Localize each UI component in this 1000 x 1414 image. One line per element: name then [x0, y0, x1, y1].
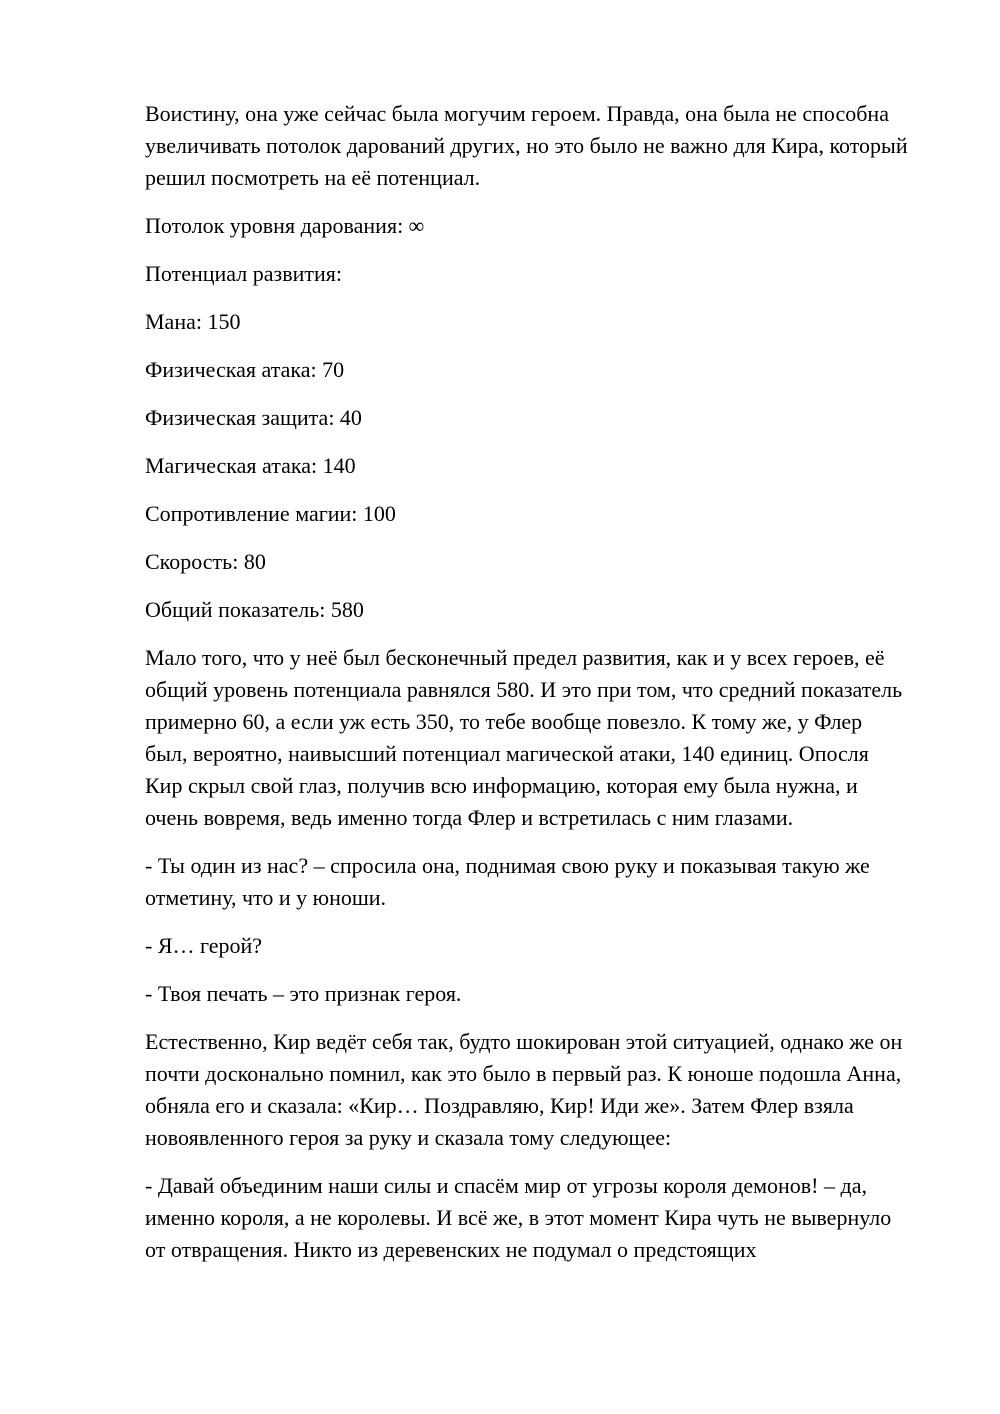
stat-mana: Мана: 150	[145, 309, 241, 334]
stat-physical-defense: Физическая защита: 40	[145, 405, 362, 430]
dialogue-one-of-us: - Ты один из нас? – спросила она, поднимая свою руку и показывая такую же отметину, что и у юноши.	[145, 853, 870, 910]
paragraph-analysis: Мало того, что у неё был бесконечный предел развития, как и у всех героев, её общий уровень потенциала равнялся 580. И это при том, что средний показатель примерно 60, а если уж есть 350, то тебе вообще повезло. К тому же, у Флер был, вероятно, наивысший потенциал магической атаки, 140 единиц. Опосля Кир скрыл свой глаз, получив всю информацию, которая ему была нужна, и очень вовремя, ведь именно тогда Флер и встретилась с ним глазами.	[145, 645, 903, 830]
stat-heading-potential: Потенциал развития:	[145, 261, 342, 286]
dialogue-join-forces: - Давай объединим наши силы и спасём мир от угрозы короля демонов! – да, именно короля, а не королевы. И всё же, в этот момент Кира чуть не вывернуло от отвращения. Никто из деревенских не подумал о предстоящих	[145, 1173, 892, 1262]
stat-total: Общий показатель: 580	[145, 597, 364, 622]
dialogue-am-i-hero: - Я… герой?	[145, 933, 263, 958]
stat-magic-resistance: Сопротивление магии: 100	[145, 501, 396, 526]
dialogue-seal-sign: - Твоя печать – это признак героя.	[145, 981, 462, 1006]
stat-speed: Скорость: 80	[145, 549, 266, 574]
paragraph-reaction: Естественно, Кир ведёт себя так, будто шокирован этой ситуацией, однако же он почти досконально помнил, как это было в первый раз. К юноше подошла Анна, обняла его и сказала: «Кир… Поздравляю, Кир! Иди же». Затем Флер взяла новоявленного героя за руку и сказала тому следующее:	[145, 1029, 903, 1150]
paragraph-intro: Воистину, она уже сейчас была могучим героем. Правда, она была не способна увеличивать потолок дарований других, но это было не важно для Кира, который решил посмотреть на её потенциал.	[145, 101, 908, 190]
stat-magic-attack: Магическая атака: 140	[145, 453, 356, 478]
stat-talent-ceiling: Потолок уровня дарования: ∞	[145, 213, 425, 238]
stat-physical-attack: Физическая атака: 70	[145, 357, 345, 382]
